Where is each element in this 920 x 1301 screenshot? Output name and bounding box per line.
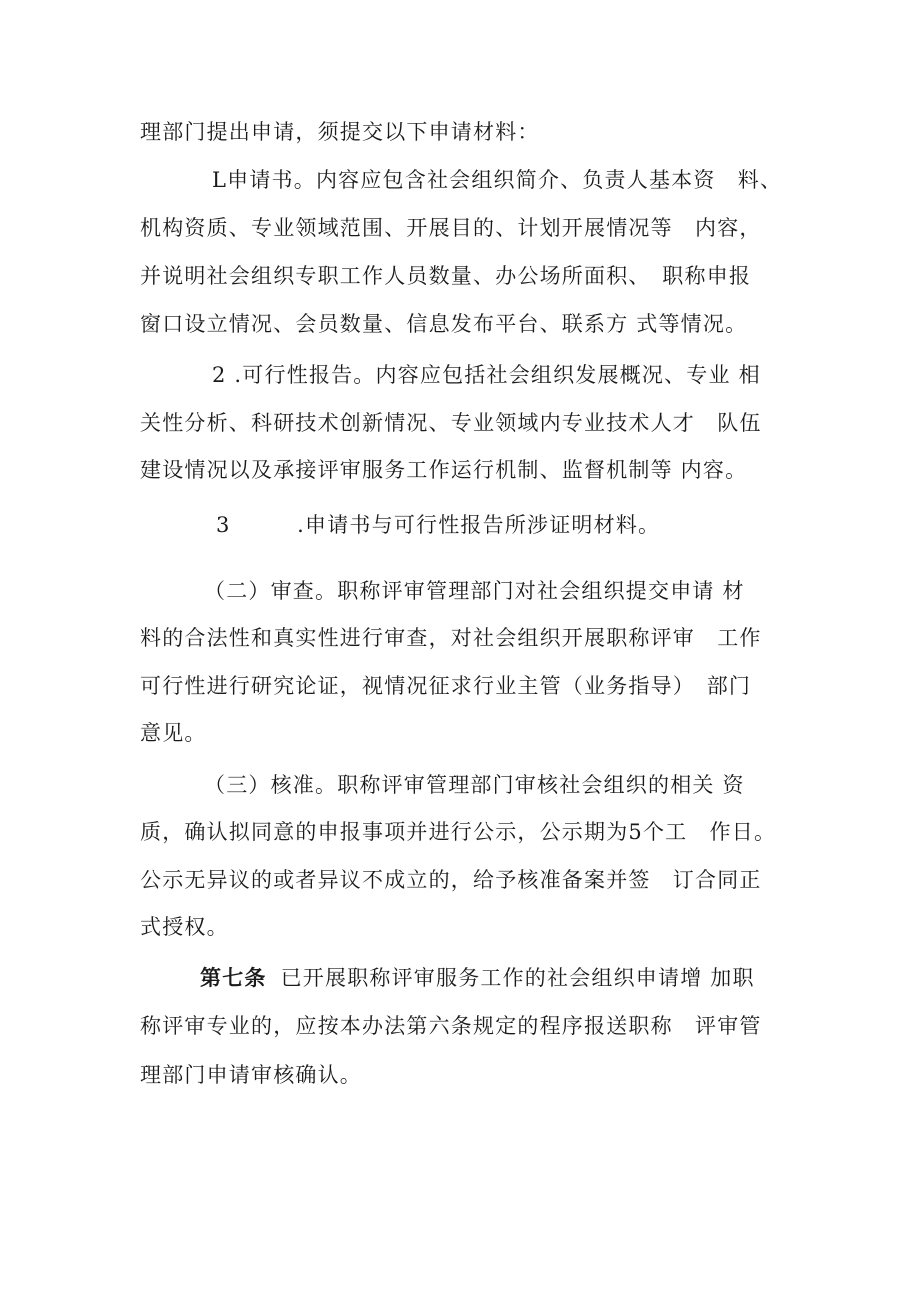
- article-7-line-3: 理部门申请审核确认。: [140, 1063, 362, 1087]
- article-7-line-2: 称评审专业的，应按本办法第六条规定的程序报送职称 评审管: [140, 1014, 762, 1038]
- list-item-1-line-4: 窗口设立情况、会员数量、信息发布平台、联系方 式等情况。: [140, 312, 748, 336]
- section-review-line-4: 意见。: [140, 721, 207, 745]
- section-review-line-2: 料的合法性和真实性进行审查，对社会组织开展职称评审 工作: [140, 626, 762, 650]
- section-approval-line-4: 式授权。: [140, 915, 229, 939]
- section-review-line-1: （二）审查。职称评审管理部门对社会组织提交申请 材: [204, 579, 745, 603]
- list-item-1-line-1: L申请书。内容应包含社会组织简介、负责人基本资 料、: [212, 168, 783, 192]
- section-approval-line-2: 质，确认拟同意的申报事项并进行公示，公示期为5个工 作日。: [140, 820, 777, 844]
- section-approval-line-1: （三）核准。职称评审管理部门审核社会组织的相关 资: [204, 773, 745, 797]
- list-item-1-line-3: 并说明社会组织专职工作人员数量、办公场所面积、 职称申报: [140, 264, 752, 288]
- list-item-2-line-1: 2 .可行性报告。内容应包括社会组织发展概况、专业 相: [212, 363, 761, 387]
- article-7-text: 已开展职称评审服务工作的社会组织申请增 加职: [280, 966, 755, 990]
- article-7-line-1: [200, 964, 755, 992]
- list-item-3: 3 .申请书与可行性报告所涉证明材料。: [216, 513, 661, 537]
- text-line-1: 理部门提出申请，须提交以下申请材料：: [140, 120, 540, 144]
- article-7-heading: 第七条: [200, 965, 267, 990]
- list-item-2-line-2: 关性分析、科研技术创新情况、专业领域内专业技术人才 队伍: [140, 411, 762, 435]
- section-review-line-3: 可行性进行研究论证，视情况征求行业主管（业务指导） 部门: [140, 674, 752, 698]
- list-item-2-line-3: 建设情况以及承接评审服务工作运行机制、监督机制等 内容。: [140, 458, 748, 482]
- section-approval-line-3: 公示无异议的或者异议不成立的，给予核准备案并签 订合同正: [140, 868, 762, 892]
- list-item-1-line-2: 机构资质、专业领域范围、开展目的、计划开展情况等 内容，: [140, 216, 762, 240]
